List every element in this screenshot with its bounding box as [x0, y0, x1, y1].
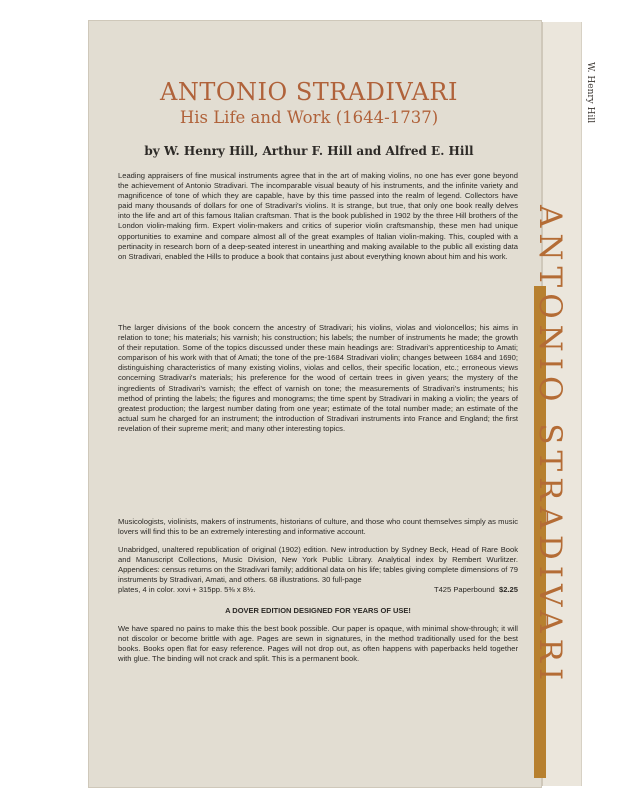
book-title: ANTONIO STRADIVARI — [160, 78, 458, 106]
dover-heading: A DOVER EDITION DESIGNED FOR YEARS OF USE! — [225, 606, 411, 615]
dover-quality-text: We have spared no pains to make this the best book possible. Our paper is opaque, with minimal show-through; it will not discolor or become brittle with age. Pages are sewn in signatures, in the method traditionally used for the best books. Books open flat for easy reference. Pages will not drop out, as often happens with paperbacks held together with glue. The binding will not crack and split. This is a permanent book. — [118, 624, 518, 664]
catalog-and-price — [434, 585, 518, 595]
spine-title: ANTONIO STRADIVARI — [532, 205, 568, 687]
book-subtitle: His Life and Work (1644-1737) — [179, 108, 439, 127]
book-authors: by W. Henry Hill, Arthur F. Hill and Alfred E. Hill — [144, 144, 474, 158]
price-line — [118, 585, 518, 595]
edition-details — [118, 545, 518, 595]
spine-author: W. Henry Hill — [585, 62, 595, 124]
description-paragraph-3: Musicologists, violinists, makers of instruments, historians of culture, and those who count themselves simply as music lovers will find this to be an extremely interesting and informative account. — [118, 517, 518, 537]
plates-line: plates, 4 in color. xxvi + 315pp. 5⅜ x 8½. — [118, 585, 256, 595]
description-paragraph-2: The larger divisions of the book concern the ancestry of Stradivari; his violins, violas and violoncellos; his aims in relation to tone; his materials; his varnish; his construction; his labels; the number of instruments he made; the growth of their reputation. Some of the topics discussed under these main headings are: Stradivari's apprenticeship to Amati; comparison of his work with that of Amati; the tone of the pre-1684 Stradivari violin; changes between 1684 and 1690; distinguishing characteristics of many existing violins, violas and cellos, their specific location, etc.; erroneous views concerning Stradivari's materials; his preference for the wood of certain trees in given years; the mystery of the ingredients of Stradivari's varnish; the effect of varnish on tone; the measurements of Stradivari's instruments; his method of printing the labels; the figures and monograms; the time spent by Stradivari in making a violin; the years of greatest production; the largest number dating from one year; estimate of the total number made; an estimate of the actual sum he charged for an instrument; the introduction of Stradivari instruments into France and England; the first revelation of their supreme merit; and many other interesting topics. — [118, 323, 518, 433]
catalog-number: T425 Paperbound — [433, 585, 495, 595]
description-paragraph-1: Leading appraisers of fine musical instruments agree that in the art of making violins, no one has ever gone beyond the achievement of Antonio Stradivari. The incomparable visual beauty of his instruments, and the infinite variety and magnificence of tone of which they are capable, have by this time passed into the realm of legend. Collectors have paid many thousands of dollars for one of Stradivari's violins. It is strange, but true, that only one book really delves into the life and art of this famous Italian craftsman. That is the book published in 1902 by the three Hill brothers of the London violin-making firm. Expert violin-makers and critics of superior violin craftsmanship, these men had unique opportunities to examine and compare almost all of the great examples of Italian violin-making. This, coupled with a pertinacity in research born of a deep-seated interest in unearthing and making available to the public all existing data on Stradivari, enabled the Hills to produce a book that contains just about everything known about him and his work. — [118, 171, 518, 261]
price: $2.25 — [498, 585, 518, 595]
edition-details-text: Unabridged, unaltered republication of original (1902) edition. New introduction by Sydney Beck, Head of Rare Book and Manuscript Collections, Music Division, New York Public Library. Analytical index by Rembert Wurlitzer. Appendices: census returns on the Stradivari family; additional data on his life; tables giving complete dimensions of 79 instruments by Stradivari, Amati, and others. 68 illustrations. 30 full-page — [118, 545, 518, 585]
